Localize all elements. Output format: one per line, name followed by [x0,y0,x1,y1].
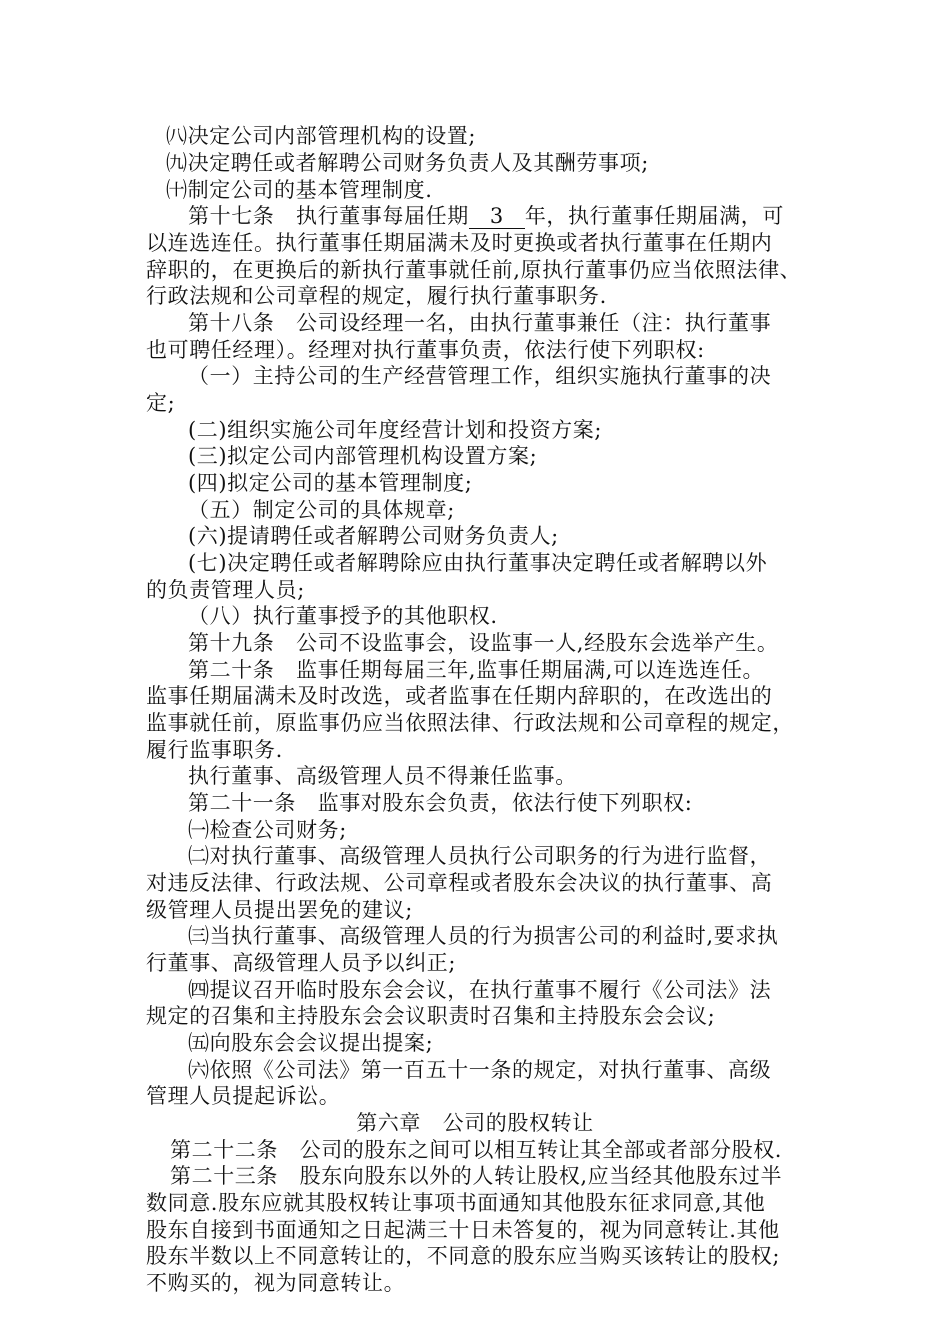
article-18-item-1: （一）主持公司的生产经营管理工作，组织实施执行董事的决 [188,364,772,388]
article-21-item-1: ㈠检查公司财务; [188,818,347,842]
article-23-line-4: 股东半数以上不同意转让的，不同意的股东应当购买该转让的股权; [146,1244,781,1268]
article-21-line-1: 第二十一条 监事对股东会负责，依法行使下列职权: [188,791,693,815]
article-17-line-1 [188,203,784,230]
article-21-item-4-cont: 规定的召集和主持股东会会议职责时召集和主持股东会会议; [146,1004,716,1028]
article-17-suffix: 年，执行董事任期届满，可 [524,204,785,228]
article-20-line-2: 监事任期届满未及时改选，或者监事在任期内辞职的，在改选出的 [146,684,773,708]
term-years-blank: 3 [469,204,525,229]
article-18-line-2: 也可聘任经理）。经理对执行董事负责，依法行使下列职权: [146,338,705,362]
article-18-item-7: (七)决定聘任或者解聘除应由执行董事决定聘任或者解聘以外 [188,551,768,575]
article-20-line-1: 第二十条 监事任期每届三年,监事任期届满,可以连选连任。 [188,658,765,682]
article-17-line-2: 以连选连任。执行董事任期届满未及时更换或者执行董事在任期内 [146,231,773,255]
chapter-6-heading: 第六章 公司的股权转让 [356,1111,594,1135]
article-23-line-1: 第二十三条 股东向股东以外的人转让股权,应当经其他股东过半 [170,1164,783,1188]
article-23-line-3: 股东自接到书面通知之日起满三十日未答复的，视为同意转让.其他 [146,1218,780,1242]
clause-10-text: ㈩制定公司的基本管理制度. [166,178,433,202]
clause-8-text: ㈧决定公司内部管理机构的设置; [166,124,477,148]
article-18-item-6: (六)提请聘任或者解聘公司财务负责人; [188,524,559,548]
clause-9-text: ㈨决定聘任或者解聘公司财务负责人及其酬劳事项; [166,151,649,175]
article-17-line-3: 辞职的，在更换后的新执行董事就任前,原执行董事仍应当依照法律、 [146,258,802,282]
article-20-line-4: 履行监事职务. [146,738,283,762]
article-20-note: 执行董事、高级管理人员不得兼任监事。 [188,764,577,788]
article-18-item-4: (四)拟定公司的基本管理制度; [188,471,473,495]
article-18-item-7-cont: 的负责管理人员; [146,578,305,602]
article-21-item-5: ㈤向股东会会议提出提案; [188,1031,434,1055]
article-18-item-3: (三)拟定公司内部管理机构设置方案; [188,444,538,468]
article-19: 第十九条 公司不设监事会，设监事一人,经股东会选举产生。 [188,631,779,655]
article-21-item-4: ㈣提议召开临时股东会会议，在执行董事不履行《公司法》法 [188,978,772,1002]
article-18-item-8: （八）执行董事授予的其他职权. [188,604,498,628]
article-21-item-6-cont: 管理人员提起诉讼。 [146,1084,341,1108]
article-17-prefix: 第十七条 执行董事每届任期 [188,204,469,228]
article-18-line-1: 第十八条 公司设经理一名，由执行董事兼任（注：执行董事 [188,311,772,335]
article-21-item-3: ㈢当执行董事、高级管理人员的行为损害公司的利益时,要求执 [188,924,779,948]
article-17-line-4: 行政法规和公司章程的规定，履行执行董事职务. [146,284,607,308]
article-23-line-2: 数同意.股东应就其股权转让事项书面通知其他股东征求同意,其他 [146,1191,766,1215]
article-21-item-2: ㈡对执行董事、高级管理人员执行公司职务的行为进行监督， [188,844,772,868]
article-18-item-5: （五）制定公司的具体规章; [188,498,455,522]
article-22: 第二十二条 公司的股东之间可以相互转让其全部或者部分股权. [170,1138,783,1162]
article-20-line-3: 监事就任前，原监事仍应当依照法律、行政法规和公司章程的规定， [146,711,794,735]
article-23-line-5: 不购买的，视为同意转让。 [146,1271,406,1295]
article-21-item-6: ㈥依照《公司法》第一百五十一条的规定，对执行董事、高级 [188,1058,772,1082]
article-18-item-1-cont: 定; [146,391,176,415]
article-18-item-2: (二)组织实施公司年度经营计划和投资方案; [188,418,603,442]
article-21-item-2-cont-1: 对违反法律、行政法规、公司章程或者股东会决议的执行董事、高 [146,871,773,895]
article-21-item-3-cont: 行董事、高级管理人员予以纠正; [146,951,457,975]
article-21-item-2-cont-2: 级管理人员提出罢免的建议; [146,898,413,922]
